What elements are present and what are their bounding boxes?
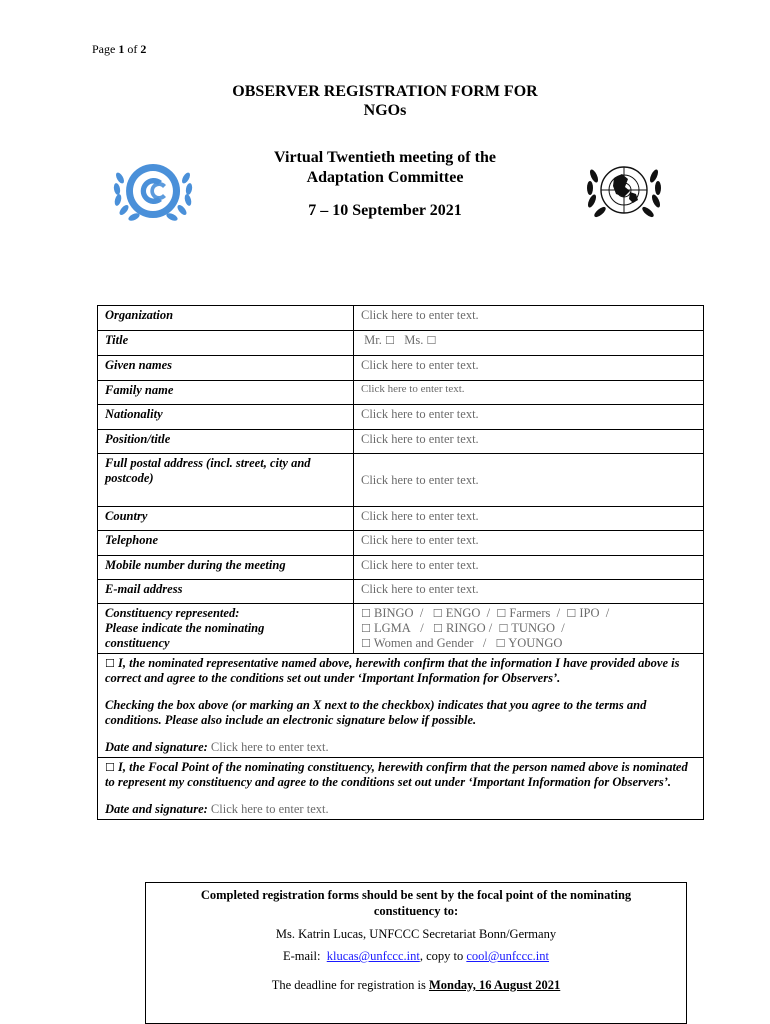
organization-field[interactable]: Click here to enter text. [354,306,704,331]
farmers-checkbox[interactable]: ☐ [496,607,507,620]
given-names-label: Given names [98,356,354,381]
bingo-option[interactable]: ☐ BINGO [361,606,414,620]
ms-checkbox[interactable]: ☐ [426,334,437,347]
lgma-checkbox[interactable]: ☐ [361,622,371,635]
representative-signature-field[interactable]: Click here to enter text. [210,740,329,754]
engo-option[interactable]: ☐ ENGO [432,606,481,620]
position-field[interactable]: Click here to enter text. [354,430,704,454]
mobile-field[interactable]: Click here to enter text. [354,556,704,580]
title-label: Title [98,331,354,356]
ms-option[interactable]: Ms. ☐ [404,333,437,347]
constituency-label: Constituency represented: Please indicate the nominating constituency [98,604,354,654]
ipo-checkbox[interactable]: ☐ [566,607,577,620]
mobile-label: Mobile number during the meeting [98,556,354,580]
contact-emails: E-mail: klucas@unfccc.int, copy to cool@unfccc.int [282,949,550,963]
ipo-option[interactable]: ☐ IPO [566,606,600,620]
nationality-field[interactable]: Click here to enter text. [354,405,704,430]
country-field[interactable]: Click here to enter text. [354,507,704,531]
focal-point-confirmation: ☐ I, the Focal Point of the nominating constituency, herewith confirm that the person named above is nominated to represent my constituency and agree to the conditions set out under ‘Important Information for Observers’. Date and signature: Click here to enter text. [98,758,704,820]
deadline: The deadline for registration is Monday, 16 August 2021 [271,978,561,992]
title-options [354,331,704,356]
given-names-field[interactable]: Click here to enter text. [354,356,704,381]
meeting-title: Virtual Twentieth meeting of the Adaptation Committee [274,149,496,186]
focal-point-signature-field[interactable]: Click here to enter text. [210,802,329,816]
submission-notice [145,882,687,1024]
meeting-dates: 7 – 10 September 2021 [308,202,462,219]
representative-confirmation: ☐ I, the nominated representative named above, herewith confirm that the information I have provided above is correct and agree to the conditions set out under ‘Important Information for Observers’. Checking the box above (or marking an X next to the checkbox) indicates that you agree to the terms and conditions. Please also include an electronic signature below if possible. Date and signature: Click here to enter text. [98,654,704,758]
women-gender-option[interactable]: ☐ Women and Gender [361,636,474,650]
email-link-cool[interactable]: cool@unfccc.int [466,949,550,963]
email-field[interactable]: Click here to enter text. [354,580,704,604]
contact-name: Ms. Katrin Lucas, UNFCCC Secretariat Bonn/Germany [275,927,557,941]
position-label: Position/title [98,430,354,454]
country-label: Country [98,507,354,531]
women-gender-checkbox[interactable]: ☐ [361,637,371,650]
focal-point-checkbox[interactable]: ☐ [105,761,115,774]
address-field[interactable]: Click here to enter text. [354,454,704,507]
submission-instruction: Completed registration forms should be sent by the focal point of the nominating constituency to: [200,888,632,918]
mr-option[interactable]: Mr. ☐ [364,333,395,347]
form-title: OBSERVER REGISTRATION FORM FOR NGOs [232,83,538,119]
constituency-options: ☐ BINGO / ☐ ENGO / ☐ Farmers / ☐ IPO / ☐ LGMA / ☐ RINGO / ☐ TUNGO / ☐ Women and Gender / ☐ YOUNGO [354,604,704,654]
registration-form [97,305,704,820]
ringo-checkbox[interactable]: ☐ [433,622,443,635]
tungo-option[interactable]: ☐ TUNGO [498,621,556,635]
representative-checkbox[interactable]: ☐ [105,657,115,670]
tungo-checkbox[interactable]: ☐ [498,622,509,635]
lgma-option[interactable]: ☐ LGMA [361,621,411,635]
youngo-option[interactable]: ☐ YOUNGO [495,636,563,650]
mr-checkbox[interactable]: ☐ [384,334,395,347]
family-name-label: Family name [98,381,354,405]
farmers-option[interactable]: ☐ Farmers [496,606,551,620]
telephone-label: Telephone [98,531,354,556]
youngo-checkbox[interactable]: ☐ [495,637,506,650]
engo-checkbox[interactable]: ☐ [432,607,443,620]
email-link-klucas[interactable]: klucas@unfccc.int [326,949,420,963]
organization-label: Organization [98,306,354,331]
nationality-label: Nationality [98,405,354,430]
ringo-option[interactable]: ☐ RINGO [433,621,486,635]
page-number: Page 1 of 2 [92,42,147,56]
email-label: E-mail address [98,580,354,604]
family-name-field[interactable]: Click here to enter text. [354,381,704,405]
address-label: Full postal address (incl. street, city and postcode) [98,454,354,507]
bingo-checkbox[interactable]: ☐ [361,607,371,620]
telephone-field[interactable]: Click here to enter text. [354,531,704,556]
